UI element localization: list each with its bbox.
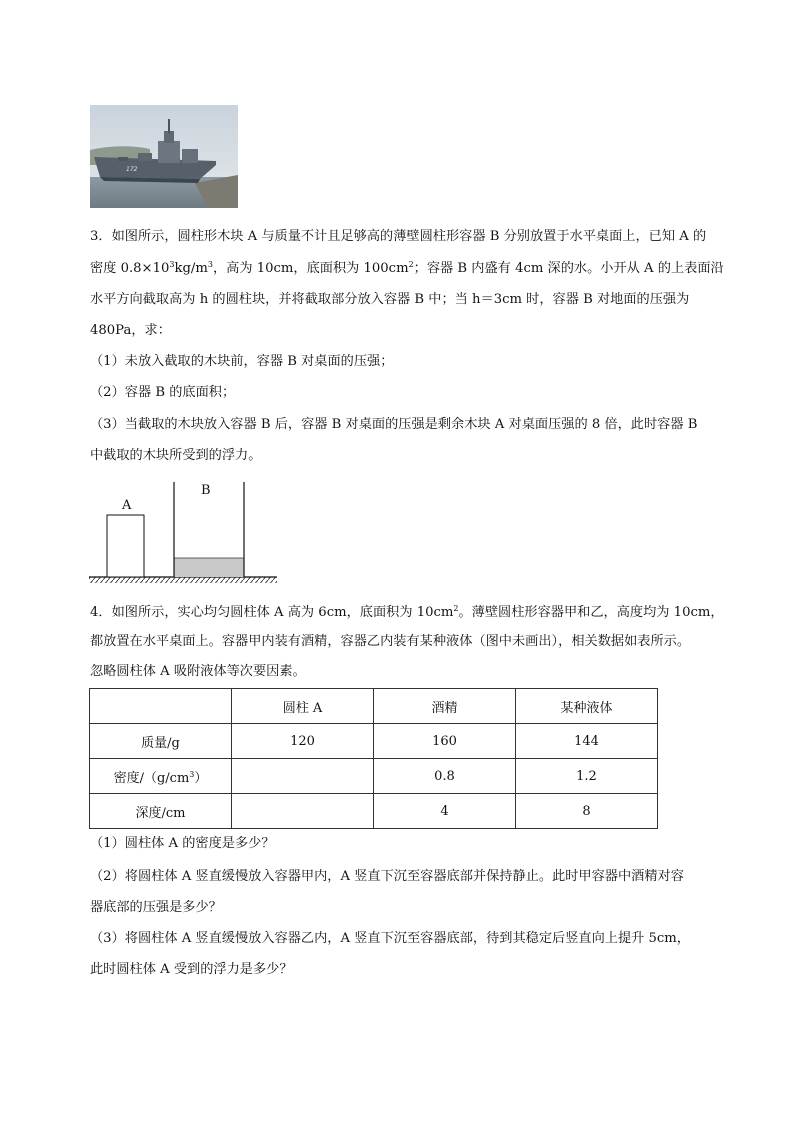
q3-exp1: 3: [169, 260, 175, 269]
table-row-label: [90, 794, 232, 829]
table-cell: 8: [516, 794, 658, 829]
row-label-text: 深度/cm: [135, 805, 186, 821]
q3-stem-line3: 水平方向截取高为 h 的圆柱块，并将截取部分放入容器 B 中；当 h＝3cm 时，容器 B 对地面的压强为: [90, 292, 690, 307]
q3-stem-line1: 3．如图所示，圆柱形木块 A 与质量不计且足够高的薄壁圆柱形容器 B 分别放置于水平桌面上，已知 A 的: [90, 229, 707, 244]
q3-sub1: （1）未放入截取的木块前，容器 B 对桌面的压强；: [90, 354, 394, 369]
table-row-label: [90, 759, 232, 794]
ground-hatch: [89, 577, 277, 583]
q3-stem-line2: [90, 261, 724, 275]
row-label-tail: ）: [194, 770, 208, 786]
table-cell: [232, 794, 374, 829]
q4-stem-line1: [90, 605, 724, 619]
warship-photo: [90, 105, 238, 208]
row-label-exp: 3: [189, 769, 195, 779]
block-a: [107, 515, 144, 577]
warship-image: [90, 105, 238, 208]
table-cell: 160: [374, 724, 516, 759]
container-b-water: [174, 558, 244, 577]
hull-number: 172: [126, 166, 138, 173]
q3-unit-text: kg/m: [174, 261, 208, 276]
block-a-label: A: [122, 498, 132, 513]
q4-data-table: [89, 688, 658, 829]
table-cell: 120: [232, 724, 374, 759]
table-row: [90, 794, 658, 829]
q4-stem-part-b: 。薄壁圆柱形容器甲和乙，高度均为 10cm，: [458, 605, 724, 620]
q4-exp: 2: [453, 604, 459, 613]
container-b-label: B: [201, 483, 211, 498]
table-header-row: [90, 689, 658, 724]
table-cell: 144: [516, 724, 658, 759]
q4-sub3-line1: （3）将圆柱体 A 竖直缓慢放入容器乙内，A 竖直下沉至容器底部，待到其稳定后竖直向上提升 5cm，: [90, 931, 690, 946]
q3-exp2: 3: [207, 260, 213, 269]
q3-sub2: （2）容器 B 的底面积；: [90, 385, 236, 400]
table-row: [90, 724, 658, 759]
table-cell: 0.8: [374, 759, 516, 794]
row-label-text: 密度/（g/cm: [113, 770, 190, 786]
q4-stem-line2: 都放置在水平桌面上。容器甲内装有酒精，容器乙内装有某种液体（图中未画出），相关数据如表所示。: [90, 634, 691, 649]
table-row-label: [90, 724, 232, 759]
q4-stem-line3: 忽略圆柱体 A 吸附液体等次要因素。: [90, 664, 306, 679]
table-cell: [232, 759, 374, 794]
q3-area-text: ，高为 10cm，底面积为 100cm: [212, 261, 409, 276]
row-label-text: 质量/g: [141, 735, 180, 751]
q4-sub2-line2: 器底部的压强是多少？: [90, 900, 222, 915]
table-header-cell: 酒精: [374, 689, 516, 724]
table-header-cell: 某种液体: [516, 689, 658, 724]
q3-sub3-line1: （3）当截取的木块放入容器 B 后，容器 B 对桌面的压强是剩余木块 A 对桌面压强的 8 倍，此时容器 B: [90, 417, 698, 432]
table-header-cell: [90, 689, 232, 724]
q3-density-text: 密度 0.8×10: [90, 261, 170, 276]
q3-exp3: 2: [408, 260, 414, 269]
table-header-cell: 圆柱 A: [232, 689, 374, 724]
q4-stem-part-a: 4．如图所示，实心均匀圆柱体 A 高为 6cm，底面积为 10cm: [90, 605, 454, 620]
q3-water-text: ；容器 B 内盛有 4cm 深的水。小开从 A 的上表面沿: [413, 261, 724, 276]
table-cell: 1.2: [516, 759, 658, 794]
q4-sub3-line2: 此时圆柱体 A 受到的浮力是多少？: [90, 962, 293, 977]
table-cell: 4: [374, 794, 516, 829]
q4-sub2-line1: （2）将圆柱体 A 竖直缓慢放入容器甲内，A 竖直下沉至容器底部并保持静止。此时甲容器中酒精对容: [90, 869, 684, 884]
q3-stem-line4: 480Pa，求：: [90, 323, 171, 338]
q4-sub1: （1）圆柱体 A 的密度是多少？: [90, 836, 275, 851]
table-row: [90, 759, 658, 794]
q3-sub3-line2: 中截取的木块所受到的浮力。: [90, 448, 262, 463]
q3-figure: [88, 478, 280, 584]
